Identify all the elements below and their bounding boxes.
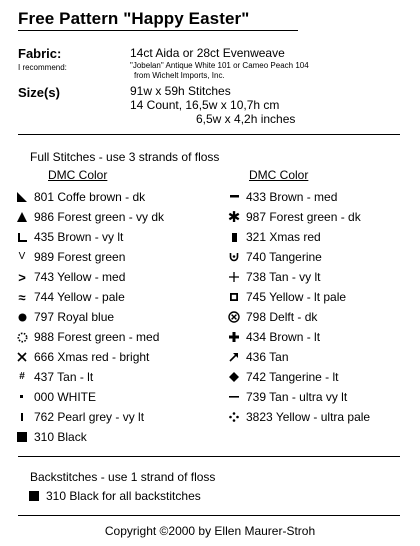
dash-icon xyxy=(226,189,242,205)
diamond-icon xyxy=(226,369,242,385)
v-icon: V xyxy=(18,251,26,262)
color-name: 797 Royal blue xyxy=(34,310,115,324)
size-line3: 6,5w x 4,2h inches xyxy=(196,112,296,126)
size-label: Size(s) xyxy=(18,85,60,100)
color-name: 666 Xmas red - bright xyxy=(34,350,150,364)
bold-plus-icon xyxy=(226,329,242,345)
recommend-line2: from Wichelt Imports, Inc. xyxy=(134,71,225,80)
approx-icon: ≈ xyxy=(18,289,26,305)
dotted-circle-icon xyxy=(14,329,30,345)
full-stitches-title: Full Stitches - use 3 strands of floss xyxy=(30,150,220,164)
circled-x-icon xyxy=(226,309,242,325)
color-name: 310 Black for all backstitches xyxy=(46,489,201,503)
color-name: 437 Tan - lt xyxy=(34,370,94,384)
vertical-bar-icon xyxy=(14,409,30,425)
dot-icon xyxy=(14,309,30,325)
color-name: 743 Yellow - med xyxy=(34,270,126,284)
color-name: 436 Tan xyxy=(246,350,289,364)
small-dot-icon xyxy=(14,389,30,405)
title-underline xyxy=(18,30,298,31)
color-name: 801 Coffe brown - dk xyxy=(34,190,146,204)
copyright-footer: Copyright ©2000 by Ellen Maurer-Stroh xyxy=(104,524,316,538)
color-name: 000 WHITE xyxy=(34,390,97,404)
recommend-line1: "Jobelan" Antique White 101 or Cameo Peach 104 xyxy=(130,61,309,70)
filled-square-icon xyxy=(14,429,30,445)
small-rect-icon xyxy=(226,229,242,245)
fabric-label: Fabric: xyxy=(18,46,62,61)
hash-icon: # xyxy=(19,371,25,382)
asterisk-icon: ✱ xyxy=(227,208,241,226)
diagonal-arrow-icon xyxy=(226,349,242,365)
color-name: 3823 Yellow - ultra pale xyxy=(246,410,371,424)
x-icon xyxy=(14,349,30,365)
triangle-up-icon xyxy=(14,209,30,225)
color-name: 987 Forest green - dk xyxy=(246,210,361,224)
four-dots-icon xyxy=(226,409,242,425)
l-corner-icon xyxy=(14,229,30,245)
divider-middle xyxy=(18,456,400,457)
chevron-right-icon: > xyxy=(18,269,26,285)
color-name: 744 Yellow - pale xyxy=(34,290,125,304)
page-title: Free Pattern "Happy Easter" xyxy=(18,9,250,28)
color-name: 988 Forest green - med xyxy=(34,330,160,344)
color-name: 762 Pearl grey - vy lt xyxy=(34,410,145,424)
filled-square-icon xyxy=(26,488,42,504)
divider-top xyxy=(18,134,400,135)
color-name: 739 Tan - ultra vy lt xyxy=(246,390,348,404)
long-dash-icon xyxy=(226,389,242,405)
color-name: 321 Xmas red xyxy=(246,230,321,244)
divider-bottom xyxy=(18,515,400,516)
backstitches-title: Backstitches - use 1 strand of floss xyxy=(30,470,216,484)
left-column-header: DMC Color xyxy=(48,168,108,182)
size-line2: 14 Count, 16,5w x 10,7h cm xyxy=(130,98,280,112)
color-name: 989 Forest green xyxy=(34,250,126,264)
fabric-value: 14ct Aida or 28ct Evenweave xyxy=(130,46,285,60)
color-name: 434 Brown - lt xyxy=(246,330,321,344)
color-name: 986 Forest green - vy dk xyxy=(34,210,165,224)
color-name: 435 Brown - vy lt xyxy=(34,230,124,244)
color-name: 742 Tangerine - lt xyxy=(246,370,339,384)
u-dot-icon xyxy=(226,249,242,265)
plus-icon xyxy=(226,269,242,285)
color-name: 745 Yellow - lt pale xyxy=(246,290,347,304)
right-column-header: DMC Color xyxy=(249,168,309,182)
size-line1: 91w x 59h Stitches xyxy=(130,84,231,98)
triangle-corner-icon xyxy=(14,189,30,205)
recommend-label: I recommend: xyxy=(18,63,67,72)
color-name: 798 Delft - dk xyxy=(246,310,318,324)
color-name: 740 Tangerine xyxy=(246,250,322,264)
color-name: 433 Brown - med xyxy=(246,190,338,204)
color-name: 738 Tan - vy lt xyxy=(246,270,321,284)
hollow-square-icon xyxy=(226,289,242,305)
color-name: 310 Black xyxy=(34,430,87,444)
